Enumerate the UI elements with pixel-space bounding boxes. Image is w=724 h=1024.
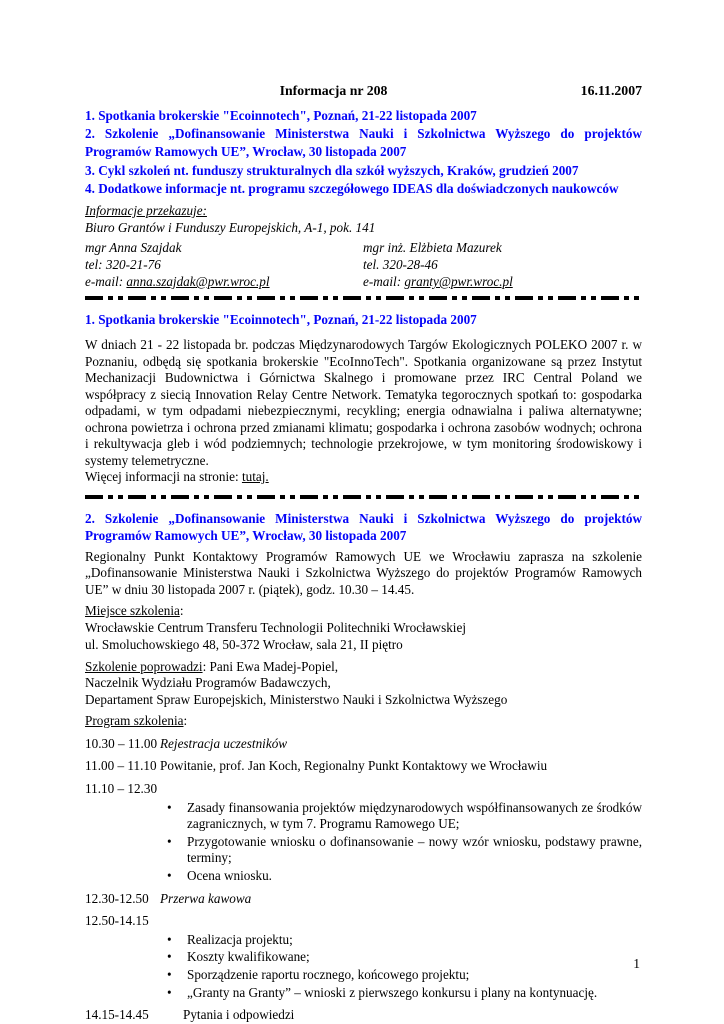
trainer-name: Pani Ewa Madej-Popiel, <box>209 658 339 674</box>
contact-left-email-line: e-mail: anna.szajdak@pwr.wroc.pl <box>85 274 270 290</box>
toc-item-2: 2. Szkolenie „Dofinansowanie Ministerstwa Nauki i Szkolnictwa Wyższego do projektów Programów Ramowych UE”, Wrocław, 30 listopada 2007 <box>85 126 642 160</box>
program-label: Program szkolenia <box>85 713 184 729</box>
contact-right-name: mgr inż. Elżbieta Mazurek <box>363 240 502 256</box>
bullet-icon: • <box>167 949 172 965</box>
schedule-row <box>85 913 642 930</box>
contact-left-tel: tel: 320-21-76 <box>85 257 161 273</box>
bullet-icon: • <box>167 799 172 815</box>
trainer-label-line: Szkolenie poprowadzi: Pani Ewa Madej-Popiel, <box>85 658 339 674</box>
contact-right-email-line: e-mail: granty@pwr.wroc.pl <box>363 274 513 290</box>
section-1-heading: 1. Spotkania brokerskie "Ecoinnotech", Poznań, 21-22 listopada 2007 <box>85 312 477 328</box>
document-header <box>85 82 642 100</box>
trainer-line-3: Departament Spraw Europejskich, Ministerstwo Nauki i Szkolnictwa Wyższego <box>85 692 508 708</box>
venue-line-1: Wrocławskie Centrum Transferu Technologii Politechniki Wrocławskiej <box>85 620 466 636</box>
section-2-intro: Regionalny Punkt Kontaktowy Programów Ramowych UE we Wrocławiu zaprasza na szkolenie „Dofinansowanie Ministerstwa Nauki i Szkolnictwa Wyższego do projektów Programów Ramowych UE” w dniu 30 listopada 2007 r. (piątek), godz. 10.30 – 14.45. <box>85 548 642 597</box>
more-info-line: Więcej informacji na stronie: tutaj. <box>85 469 269 485</box>
contact-office: Biuro Grantów i Funduszy Europejskich, A-1, pok. 141 <box>85 220 376 236</box>
bullet-icon: • <box>167 984 172 1000</box>
bullet-item: • Zasady finansowania projektów międzynarodowych współfinansowanych ze środków zagranicznych, w tym 7. Programu Ramowego UE; <box>167 799 642 832</box>
bullet-item: • Ocena wniosku. <box>167 868 272 884</box>
venue-label-line: Miejsce szkolenia: <box>85 603 184 619</box>
venue-block <box>85 603 642 653</box>
toc-item-3: 3. Cykl szkoleń nt. funduszy strukturalnych dla szkół wyższych, Kraków, grudzień 2007 <box>85 162 579 178</box>
agenda-bullet-list-2 <box>167 932 642 1001</box>
schedule-time: 11.10 – 12.30 <box>85 781 158 797</box>
section-1-body: W dniach 21 - 22 listopada br. podczas Międzynarodowych Targów Ekologicznych POLEKO 2007 r. w Poznaniu, odbędą się spotkania brokerskie "EcoInnoTech". Spotkania organizowane są przez Instytut Mechanizacji Budownictwa i Górnictwa Skalnego i promowane przez IRC Central Poland we współpracy z siecią Innovation Relay Centre Network. Tematyka tegorocznych spotkań to: gospodarka odpadami, w tym odpadami niebezpiecznymi, recykling; energia odnawialna i paliwa alternatywne; ochrona powietrza i ochrona przed zmianami klimatu; gospodarka i ochrona zasobów wodnych; ochrona i rekultywacja gleb i wód podziemnych; technologie przekrojowe, w tym monitoring środowiskowy i systemy telemetryczne. Więcej informacji na stronie: tutaj. <box>85 337 642 485</box>
bullet-item: • Realizacja projektu; <box>167 931 293 947</box>
trainer-line-2: Naczelnik Wydziału Programów Badawczych, <box>85 675 331 691</box>
bullet-item: • Sporządzenie raportu rocznego, końcowego projektu; <box>167 967 470 982</box>
schedule-time: 12.50-14.15 <box>85 913 149 929</box>
contact-right-tel: tel. 320-28-46 <box>363 257 438 273</box>
dashed-divider <box>85 296 642 300</box>
document-title: Informacja nr 208 <box>279 83 388 98</box>
email-link-anna[interactable]: anna.szajdak@pwr.wroc.pl <box>126 274 270 290</box>
contact-columns <box>85 239 642 290</box>
schedule-desc: Pytania i odpowiedzi <box>183 1007 295 1023</box>
trainer-block <box>85 659 642 709</box>
contact-heading: Informacje przekazuje: <box>85 203 207 219</box>
bullet-item: • „Granty na Granty” – wnioski z pierwszego konkursu i plany na kontynuację. <box>167 984 598 1000</box>
schedule-row <box>85 781 642 798</box>
schedule-time: 10.30 – 11.00 <box>85 735 158 751</box>
schedule-desc: Przerwa kawowa <box>160 890 252 906</box>
more-info-link[interactable]: tutaj. <box>241 469 269 485</box>
bullet-item: • Koszty kwalifikowane; <box>167 949 310 965</box>
page-number: 1 <box>633 956 640 971</box>
agenda-bullet-list-1 <box>167 800 642 885</box>
email-link-granty[interactable]: granty@pwr.wroc.pl <box>404 274 513 290</box>
document-date: 16.11.2007 <box>580 83 642 98</box>
bullet-icon: • <box>167 931 172 947</box>
contact-person-left <box>85 239 363 290</box>
schedule-time: 11.00 – 11.10 <box>85 758 157 774</box>
section-2-heading: 2. Szkolenie „Dofinansowanie Ministerstwa Nauki i Szkolnictwa Wyższego do projektów Programów Ramowych UE”, Wrocław, 30 listopada 2007 <box>85 510 642 543</box>
contact-left-name: mgr Anna Szajdak <box>85 240 182 256</box>
toc-list <box>85 107 642 198</box>
bullet-icon: • <box>167 833 172 849</box>
bullet-item: • Przygotowanie wniosku o dofinansowanie – nowy wzór wniosku, podstawy prawne, terminy; <box>167 833 642 866</box>
bullet-icon: • <box>167 868 172 884</box>
toc-item-1: 1. Spotkania brokerskie "Ecoinnotech", Poznań, 21-22 listopada 2007 <box>85 108 477 123</box>
trainer-label: Szkolenie poprowadzi <box>85 658 203 674</box>
program-label-line: Program szkolenia: <box>85 713 188 729</box>
dashed-divider <box>85 495 642 499</box>
schedule-row <box>85 758 642 775</box>
bullet-icon: • <box>167 967 172 982</box>
schedule-row <box>85 1007 642 1024</box>
schedule-time: 12.30-12.50 <box>85 890 149 906</box>
toc-item-4: 4. Dodatkowe informacje nt. programu szczegółowego IDEAS dla doświadczonych naukowców <box>85 180 619 196</box>
schedule-desc: Powitanie, prof. Jan Koch, Regionalny Punkt Kontaktowy we Wrocławiu <box>160 758 548 774</box>
venue-label: Miejsce szkolenia <box>85 603 180 619</box>
schedule-time: 14.15-14.45 <box>85 1007 149 1023</box>
contact-person-right <box>363 239 642 290</box>
schedule-row <box>85 736 642 753</box>
venue-line-2: ul. Smoluchowskiego 48, 50-372 Wrocław, sala 21, II piętro <box>85 636 403 652</box>
schedule-row <box>85 891 642 908</box>
schedule-desc: Rejestracja uczestników <box>160 735 288 751</box>
